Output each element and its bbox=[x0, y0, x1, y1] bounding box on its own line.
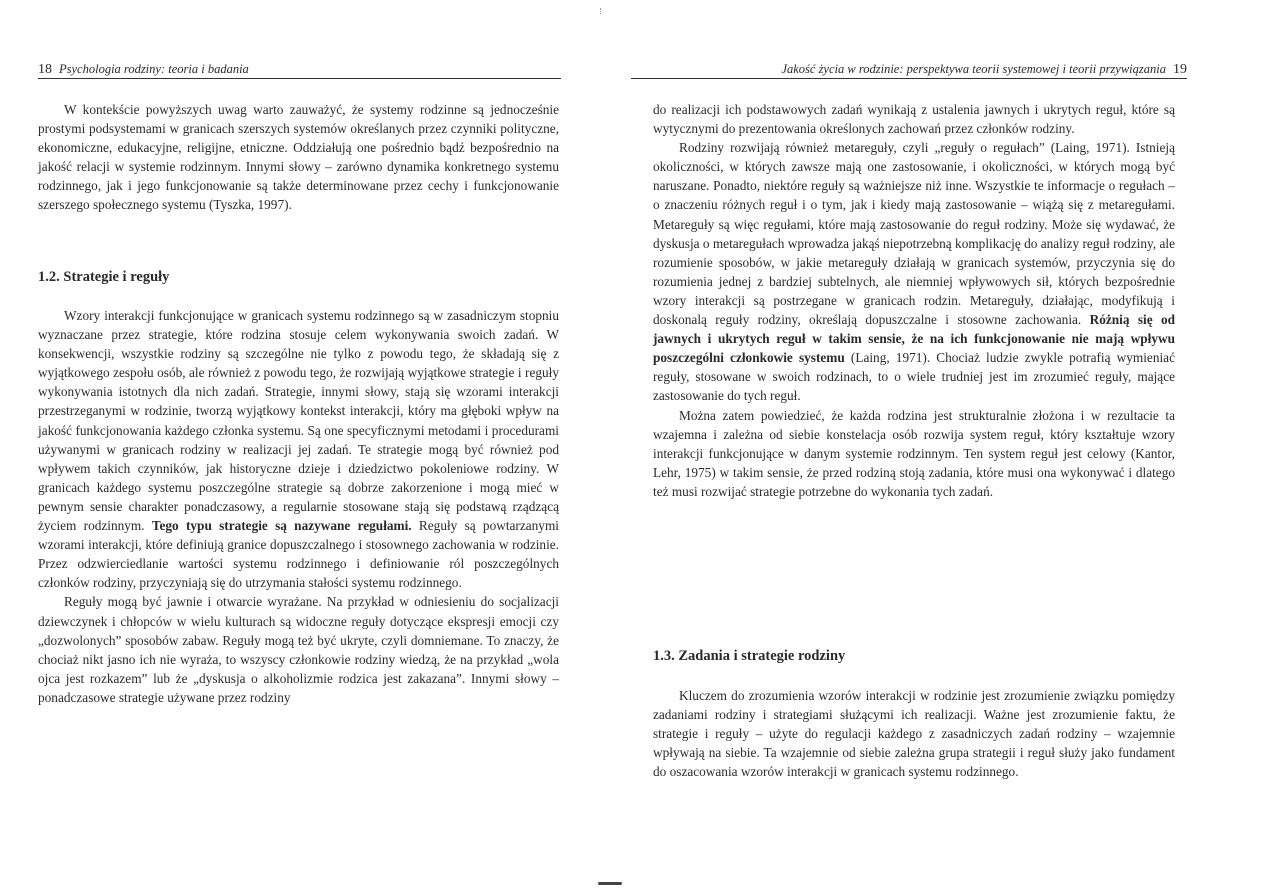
section-paragraph-1-start: Wzory interakcji funkcjonujące w granicach systemu rodzinnego są w zasadniczym stopniu wyznaczane przez strategie, które rodzina stosuje celem wykonywania swoich zadań. W konsekwencji, wszystkie rodziny są szczególne nie tylko z powodu tego, że składają się z wyjątkowego zespołu osób, ale również z powodu tego, że rozwijają wyjątkowe strategie i reguły wykonywania istotnych dla nich zadań. Strategie, innymi słowy, stają się wzorami interakcji przestrzeganymi w rodzinie, tworzą wyjątkowy kontekst interakcji, który ma głęboki wpływ na jakość funkcjonowania każdego członka systemu. Są one specyficznymi metodami i procedurami używanymi w granicach rodziny w realizacji jej zadań. Te strategie mogą być również pod wpływem takich czynników, jak historyczne dzieje i dziedzictwo pokoleniowe rodziny. W granicach każdego systemu poszczególne strategie są dobrze zakorzenione i mogą mieć w pewnym sensie charakter ponadczasowy, a regularnie stosowane stają się podstawą rządzącą życiem rodzinnym. bbox=[38, 308, 559, 534]
section-paragraph-1 bbox=[38, 306, 559, 592]
structure-paragraph: Można zatem powiedzieć, że każda rodzina jest strukturalnie złożona i w rezultacie ta wzajemna i zależna od siebie konstelacja osób rozwija system reguł, który kształtuje wzory interakcji funkcjonujące w danym systemie rodzinnym. Ten system reguł jest celowy (Kantor, Lehr, 1975) w takim sensie, że przed rodziną stoją zadania, które musi ona wykonywać i dlatego też musi rozwijać strategie potrzebne do wykonania tych zadań. bbox=[653, 407, 1175, 499]
section-paragraph-2: Reguły mogą być jawnie i otwarcie wyrażane. Na przykład w odniesieniu do socjalizacji dziewczynek i chłopców w wielu kulturach są widoczne reguły dotyczące ekspresji emocji czy „dozwolonych” sposobów zabaw. Reguły mogą też być ukryte, czyli domniemane. To znaczy, że chociaż nikt jasno ich nie wyraża, to wszyscy członkowie rodziny wiedzą, że na przykład „wola ojca jest rozkazem” lub że „dyskusja o alkoholizmie rodzica jest zakazana”. Innymi słowy – ponadczasowe strategie używane przez rodziny bbox=[38, 594, 559, 705]
section-heading-1-3: 1.3. Zadania i strategie rodziny bbox=[653, 648, 846, 664]
left-section-text bbox=[38, 306, 559, 707]
left-running-title: Psychologia rodziny: teoria i badania bbox=[59, 62, 249, 76]
intro-paragraph: W kontekście powyższych uwag warto zauważyć, że systemy rodzinne są jednocześnie prostymi podsystemami w granicach szerszych systemów określanych przez czynniki polityczne, ekonomiczne, edukacyjne, religijne, etniczne. Oddziałują one pośrednio bądź bezpośrednio na jakość relacji w systemie rodzinnym. Innymi słowy – zarówno dynamika konkretnego systemu rodzinnego, jak i jego funkcjonowanie są także determinowane przez cechy i funkcjonowanie szerszego społecznego systemu (Tyszka, 1997). bbox=[38, 102, 559, 213]
left-page-number: 18 bbox=[38, 62, 52, 77]
left-intro-text bbox=[38, 100, 559, 215]
metarules-paragraph-bold: Różnią się od jawnych i ukrytych reguł w takim sensie, że na ich funkcjonowanie nie mają wpływu poszczególni członkowie systemu bbox=[653, 312, 1176, 366]
metarules-paragraph bbox=[653, 138, 1175, 405]
metarules-paragraph-start: Rodziny rozwijają również metareguły, czyli „reguły o regułach” (Laing, 1971). Istnieją okoliczności, w których zawsze mają one zastosowanie, i okoliczności, w których mogą być naruszane. Ponadto, niektóre reguły są ważniejsze niż inne. Wszystkie te informacje o regułach – o znaczeniu różnych reguł i o tym, jak i kiedy mają zastosowanie – wiążą się z metaregułami. Metareguły są więc regułami, które mają zastosowanie do reguł rodziny. Może się wydawać, że dyskusja o metaregułach wprowadza jakąś niepotrzebną komplikację do analizy reguł rodziny, ale rozumienie sposobów, w jakie metareguły działają w granicach systemów, przyczynia się do rozumienia jednej z bardziej subtelnych, ale niemniej wpływowych sił, których bezpośrednie wzory interakcji są postrzegane w granicach rodzin. Metareguły, działając, modyfikują i doskonalą reguły rodziny, określają dopuszczalne i stosowne zachowania. bbox=[653, 140, 1175, 328]
right-page-number: 19 bbox=[1173, 62, 1187, 77]
right-page bbox=[631, 0, 1263, 893]
section-paragraph-1-end: Reguły są powtarzanymi wzorami interakcji, które definiują granice dopuszczalnego i stosownego zachowania w rodzinie. Przez odzwierciedlanie wartości systemu rodzinnego i definiowanie ról poszczególnych członków rodziny, przyczyniają się do utrzymania stałości systemu rodzinnego. bbox=[38, 518, 559, 591]
left-page bbox=[0, 0, 631, 893]
right-page-header bbox=[631, 60, 1187, 79]
metarules-paragraph-end: (Laing, 1971). Chociaż ludzie zwykle potrafią wymieniać reguły, stosowane w swoich rodzinach, to o wiele trudniej jest im zrozumieć reguły, mające zastosowanie do tych reguł. bbox=[653, 350, 1175, 404]
section-heading-1-2: 1.2. Strategie i reguły bbox=[38, 269, 170, 285]
right-top-text bbox=[653, 100, 1175, 501]
tasks-paragraph: Kluczem do zrozumienia wzorów interakcji w rodzinie jest zrozumienie związku pomiędzy zadaniami rodziny i strategiami służącymi ich realizacji. Ważne jest zrozumienie faktu, że strategie i reguły – użyte do regulacji każdego z zasadniczych zadań rodziny – wzajemnie wpływają na siebie. Ta wzajemnie od siebie zależna grupa strategii i reguł służy jako fundament do oszacowania wzorów interakcji w granicach systemu rodzinnego. bbox=[653, 688, 1175, 780]
left-page-header bbox=[38, 60, 561, 79]
continuation-paragraph: do realizacji ich podstawowych zadań wynikają z ustalenia jawnych i ukrytych reguł, które są wytycznymi do prezentowania określonych zachowań przez członków rodziny. bbox=[653, 102, 1175, 137]
right-running-title: Jakość życia w rodzinie: perspektywa teorii systemowej i teorii przywiązania bbox=[781, 62, 1166, 76]
right-section-text bbox=[653, 686, 1175, 781]
scan-mark-bottom bbox=[598, 882, 622, 885]
section-paragraph-1-bold: Tego typu strategie są nazywane regułami. bbox=[151, 518, 412, 534]
